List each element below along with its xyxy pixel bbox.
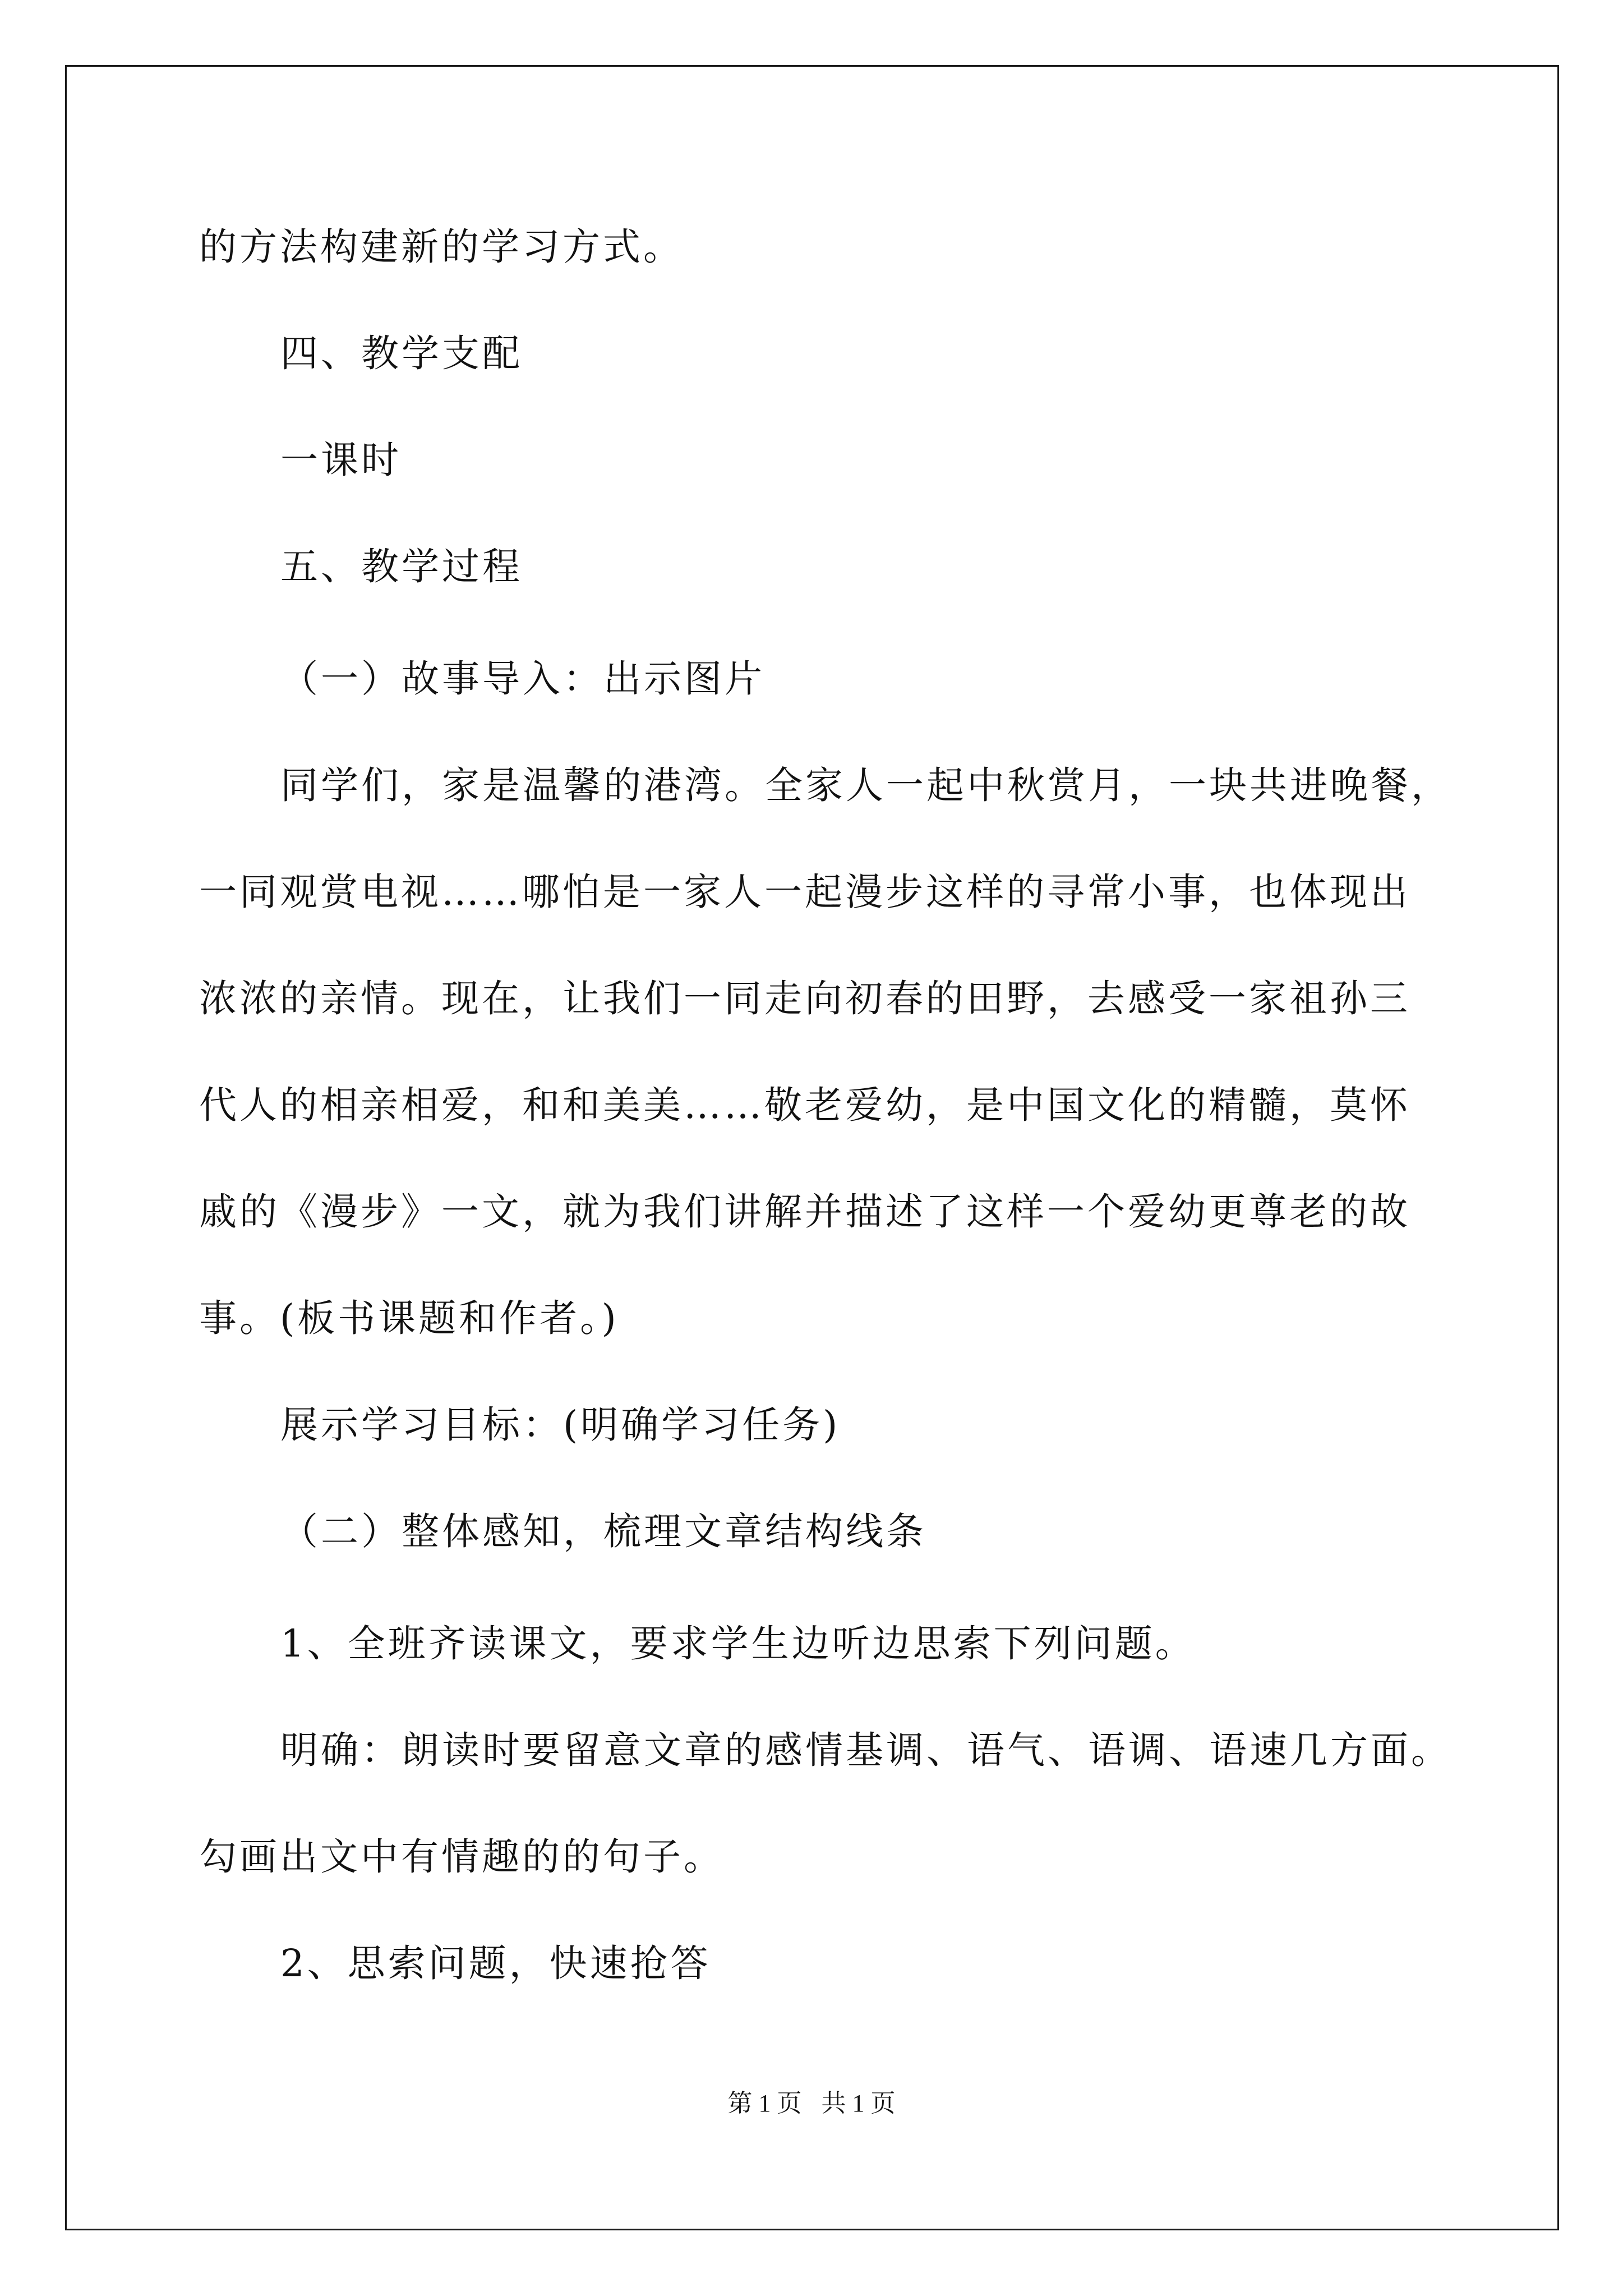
subsection-heading: （一）故事导入：出示图片	[280, 657, 765, 701]
paragraph-line: 同学们，家是温馨的港湾。全家人一起中秋赏月，一块共进晚餐，	[280, 763, 1451, 807]
section-heading: 四、教学支配	[280, 332, 523, 375]
page-border	[65, 65, 1559, 2230]
paragraph-line: 明确：朗读时要留意文章的感情基调、语气、语调、语速几方面。	[280, 1728, 1451, 1772]
page-total: 共 1 页	[821, 2090, 896, 2117]
list-item: 1、全班齐读课文，要求学生边听边思索下列问题。	[280, 1622, 1196, 1665]
paragraph-line: 戚的《漫步》一文，就为我们讲解并描述了这样一个爱幼更尊老的故	[199, 1190, 1410, 1234]
text-line: 一课时	[280, 438, 402, 482]
page-footer	[0, 2087, 1623, 2120]
text-line: 展示学习目标：(明确学习任务)	[280, 1403, 841, 1447]
paragraph-line: 一同观赏电视……哪怕是一家人一起漫步这样的寻常小事，也体现出	[199, 870, 1410, 914]
list-item: 2、思索问题，快速抢答	[280, 1941, 711, 1985]
section-heading: 五、教学过程	[280, 545, 523, 588]
subsection-heading: （二）整体感知，梳理文章结构线条	[280, 1510, 926, 1553]
page-number: 第 1 页	[727, 2090, 802, 2117]
text-line: 的方法构建新的学习方式。	[199, 225, 684, 269]
paragraph-line: 代人的相亲相爱，和和美美……敬老爱幼，是中国文化的精髓，莫怀	[199, 1083, 1410, 1127]
paragraph-line: 浓浓的亲情。现在，让我们一同走向初春的田野，去感受一家祖孙三	[199, 977, 1410, 1020]
paragraph-line: 事。(板书课题和作者。)	[199, 1296, 619, 1340]
paragraph-line: 勾画出文中有情趣的的句子。	[199, 1835, 724, 1879]
